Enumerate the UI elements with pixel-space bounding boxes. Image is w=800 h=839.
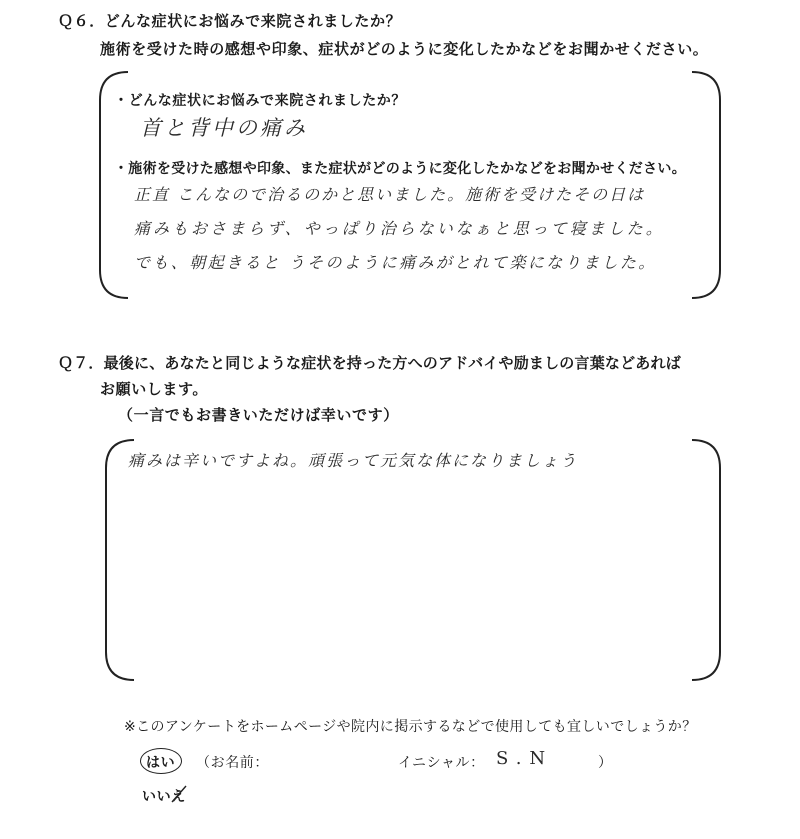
q6-answer-2-line-3: でも、朝起きると うそのように痛みがとれて楽になりました。 [134, 253, 657, 272]
consent-close-paren: ） [598, 755, 613, 771]
strike-mark-icon [142, 782, 194, 808]
q6-prompt-1: ・どんな症状にお悩みで来院されましたか？ [114, 93, 406, 109]
q6-answer-2-line-1: 正直 こんなので治るのかと思いました。施術を受けたその日は [134, 185, 646, 204]
consent-initial-value[interactable]: S.N [496, 748, 554, 769]
consent-no-option[interactable] [142, 782, 194, 808]
q7-answer: 痛みは辛いですよね。頑張って元気な体になりましょう [128, 451, 579, 470]
q6-answer-1: 首と背中の痛み [140, 116, 308, 140]
q6-prompt-2: ・施術を受けた感想や印象、また症状がどのように変化したかなどをお聞かせください。 [114, 161, 686, 177]
consent-initial-label: イニシャル： [398, 755, 485, 771]
q7-note: （一言でもお書きいただけば幸いです） [118, 406, 399, 424]
consent-question: ※このアンケートをホームページや院内に掲示するなどで使用しても宜しいでしょうか？ [124, 719, 697, 735]
q7-title: Ｑ７．最後に、あなたと同じような症状を持った方へのアドバイや励ましの言葉などあれば [58, 354, 681, 372]
q6-title: Ｑ６．どんな症状にお悩みで来院されましたか？ [58, 12, 402, 30]
q6-subtitle: 施術を受けた時の感想や印象、症状がどのように変化したかなどをお聞かせください。 [100, 40, 709, 58]
consent-yes-option[interactable] [140, 748, 184, 774]
q7-title-line-2: お願いします。 [100, 380, 209, 398]
consent-name-label: （お名前： [196, 755, 269, 771]
q6-answer-2-line-2: 痛みもおさまらず、やっぱり治らないなぁと思って寝ました。 [134, 219, 665, 238]
consent-no-label: いいえ [142, 789, 186, 805]
consent-yes-label: はい [146, 755, 176, 771]
